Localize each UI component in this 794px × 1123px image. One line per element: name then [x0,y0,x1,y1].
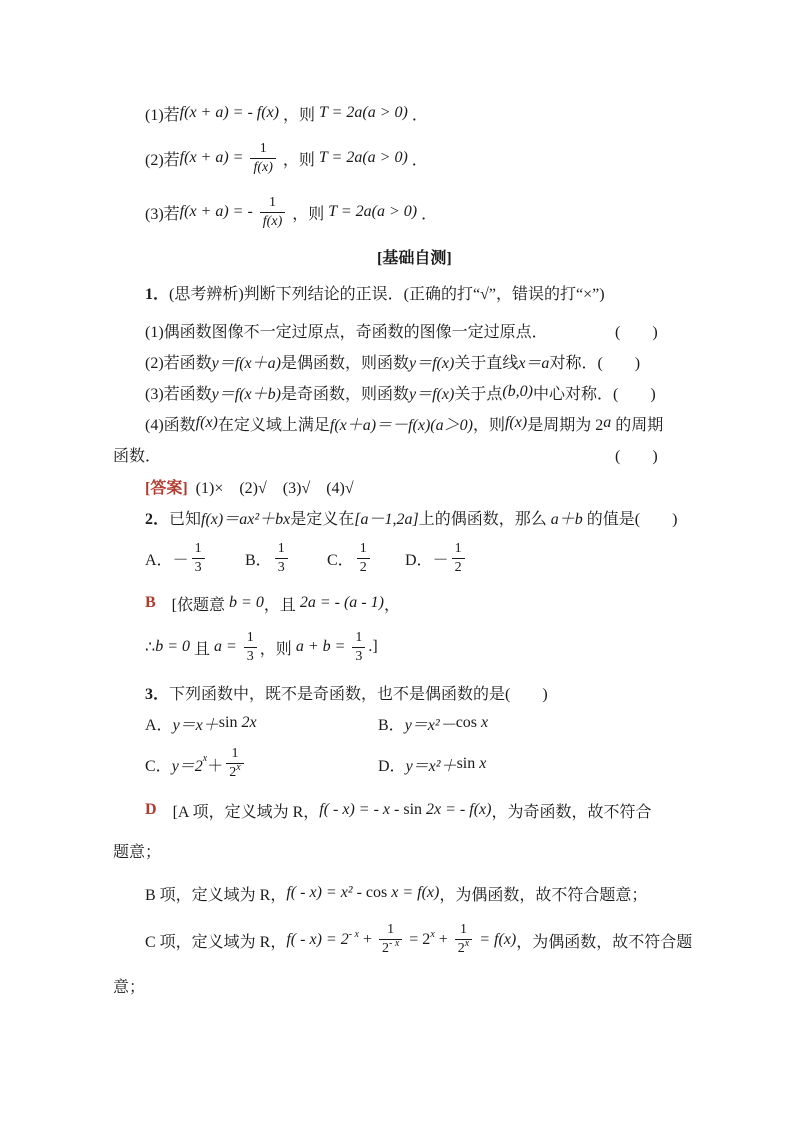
q3-solution-c [145,920,692,960]
answer-blank: ( ) [613,385,656,403]
option-a [145,703,257,743]
fraction-numerator: 1 [246,629,254,645]
denominator-exponent: x [236,762,241,773]
denominator-base: 2 [229,765,237,780]
item-text: (1)偶函数图像不一定过原点，奇函数的图像一定过原点． [145,323,548,341]
option-math: y＝x²－ [404,716,456,734]
solution-text: C 项，定义域为 R， [145,933,287,951]
rule-label: (2)若 [145,151,180,169]
fraction-numerator: 1 [355,629,363,645]
item-text: (2)若函数 [145,354,212,372]
question-3-options-ab [145,703,525,743]
item-text: 是周期为 2 [527,416,604,434]
option-b [245,538,291,578]
solution-math: f( - x) = - x - [319,801,404,818]
question-math: f(x)＝ax²＋bx [201,510,291,528]
rule-connector: ，则 [279,106,320,124]
fraction-numerator: 1 [259,140,267,156]
option-d [405,538,468,578]
rule-label: (1)若 [145,106,180,124]
rule-period: T = 2a(a > 0) [319,104,408,121]
option-math: x [477,714,489,731]
fraction-numerator: 1 [269,194,277,210]
solution-text: .] [368,638,378,655]
option-math: y＝x＋ [172,716,219,734]
fraction-numerator: 1 [387,922,395,937]
fraction-denominator: 3 [275,558,288,576]
solution-text: ，为偶函数，故不符合题 [516,933,693,951]
item-math: y＝f(x＋b) [211,385,281,403]
question-3-options-cd [145,744,525,784]
solution-math: + [358,931,376,948]
fraction-denominator: f(x) [250,158,275,176]
solution-exponent: x [430,928,435,940]
question-1-stem [145,272,605,312]
solution-text: 意； [113,978,146,996]
fraction [452,541,465,576]
solution-math: 2a = - (a - 1) [299,594,384,611]
question-text: 已知 [169,510,202,528]
fraction [260,195,285,230]
option-label: C． [327,551,354,569]
item-text: 函数． [113,447,162,465]
solution-math: = f(x) [475,931,517,948]
solution-text: ， [383,596,400,614]
option-math: y＝2 [171,757,203,775]
question-number: 2． [145,510,170,528]
question-2-options [145,538,475,578]
solution-math: b = 0 [229,594,264,611]
denominator-exponent: x [464,938,470,949]
item-text: (4)函数 [145,416,196,434]
question-text: 的值是( ) [582,510,678,528]
answer-key-label: D [145,801,157,818]
option-function: sin [456,755,476,772]
option-sign: － [432,551,449,569]
rule-condition: f(x + a) = [179,149,248,166]
option-math: 2x [237,714,257,731]
fraction-denominator: 3 [244,647,257,665]
fraction-denominator: f(x) [260,212,285,230]
q3-solution-a [145,790,651,830]
fraction [250,141,275,176]
item-math: x＝a [518,354,550,372]
item-text: 对称． [549,354,598,372]
item-text: 中心对称． [532,385,613,403]
fraction [455,922,472,958]
fraction-denominator [226,763,243,782]
solution-text: ，为偶函数，故不符合题意； [439,886,648,904]
q1-item-4 [145,403,663,443]
answer-key-label: B [145,594,156,611]
question-text: 下列函数中，既不是奇函数，也不是偶函数的是( ) [169,685,548,703]
fraction-numerator: 1 [277,540,285,556]
option-c [327,538,373,578]
question-math: [a－1,2a] [354,510,419,528]
item-math: (b,0) [502,383,533,400]
question-text: (思考辨析)判断下列结论的正误．(正确的打“√”，错误的打“×”) [169,285,605,303]
solution-math: f( - x) = 2 [286,931,349,948]
item-text: 在定义域上满足 [217,416,330,434]
item-math: a [603,414,612,431]
solution-math: b = 0 [155,638,190,655]
answer-text: (1)× (2)√ (3)√ (4)√ [187,479,354,497]
item-text: 是奇函数，则函数 [280,385,409,403]
answer-blank: ( ) [597,354,641,372]
fraction [357,541,370,576]
rule-connector: ，则 [288,205,329,223]
solution-math: + [434,931,452,948]
option-exponent: x [202,752,208,764]
fraction-denominator [379,939,402,958]
q2-solution-line-2 [145,627,378,667]
rule-end: ． [417,205,438,223]
fraction [244,630,257,665]
option-function: sin [218,714,238,731]
solution-text: 题意； [113,843,162,861]
option-math: ＋ [207,757,224,775]
fraction-denominator: 3 [352,647,365,665]
answer-blank: ( ) [615,323,658,341]
option-function: cos [455,714,478,731]
solution-math: x = f(x) [387,884,440,901]
item-text: 的周期 [611,416,664,434]
solution-math: a + b = [295,638,350,655]
rule-end: ． [407,106,428,124]
fraction [192,541,205,576]
option-label: B． [245,551,272,569]
item-math: y＝f(x) [409,385,455,403]
option-b [378,703,488,743]
rule-period: T = 2a(a > 0) [318,149,408,166]
option-label: B． [378,716,405,734]
item-text: 是偶函数，则函数 [280,354,409,372]
denominator-base: 2 [457,941,465,956]
fraction-numerator: 1 [460,922,468,937]
solution-text: ，则 [259,640,296,658]
fraction [275,541,288,576]
item-math: y＝f(x＋a) [211,354,281,372]
fraction-denominator: 2 [452,558,465,576]
solution-function: sin [403,801,423,818]
question-math: a＋b [550,510,583,528]
fraction-denominator [455,939,472,958]
item-text: (3)若函数 [145,385,212,403]
option-label: D． [378,757,406,775]
question-number: 3． [145,685,170,703]
solution-text: ，且 [263,596,300,614]
fraction-numerator: 1 [359,540,367,556]
option-label: D． [405,551,433,569]
question-text: 上的偶函数，那么 [418,510,551,528]
option-label: A． [145,716,173,734]
solution-function: cos [365,884,388,901]
q3-solution-b [145,873,647,913]
item-text: ，则 [472,416,505,434]
item-text: 关于点 [454,385,503,403]
therefore-symbol: ∴ [145,639,156,656]
option-math: x [475,755,487,772]
question-text: 是定义在 [290,510,355,528]
periodicity-rule-1 [145,93,428,133]
item-math: y＝f(x) [409,354,455,372]
q3-solution-a-continued [113,830,161,870]
option-a [145,538,208,578]
rule-condition: f(x + a) = - f(x) [179,104,279,121]
option-label: A． [145,551,173,569]
question-number: 1． [145,285,170,303]
fraction [226,746,243,782]
item-math: f(x) [504,414,528,431]
denominator-base: 2 [382,941,389,956]
option-c [145,744,247,784]
item-math: f(x) [195,414,218,431]
fraction [352,630,365,665]
fraction-numerator: 1 [231,746,239,761]
fraction [379,922,402,958]
item-text: 关于直线 [454,354,519,372]
rule-connector: ，则 [278,151,319,169]
answer-blank: ( ) [615,447,658,465]
solution-text: ，为奇函数，故不符合 [491,803,652,821]
fraction-denominator: 2 [357,558,370,576]
section-title: [基础自测] [377,249,452,267]
solution-math: = 2 [405,931,431,948]
question-2-stem [145,497,677,537]
option-d [378,744,486,784]
solution-text: 且 [189,640,214,658]
answer-key-label: [答案] [145,479,188,497]
option-label: C． [145,757,172,775]
solution-math: 2x = - f(x) [422,801,492,818]
solution-text: [A 项，定义域为 R， [156,803,320,821]
solution-math: a = [214,638,241,655]
fraction-numerator: 1 [454,540,462,556]
solution-math: f( - x) = x² - [286,884,366,901]
periodicity-rule-2 [145,138,428,178]
q3-solution-c-continued [113,965,145,1005]
q2-solution-line-1 [145,583,400,623]
fraction-denominator: 3 [192,558,205,576]
rule-end: ． [407,151,428,169]
denominator-exponent: - x [389,938,400,949]
item-math: f(x＋a)＝－f(x)(a＞0) [329,416,473,434]
solution-text: B 项，定义域为 R， [145,886,287,904]
option-math: y＝x²＋ [405,757,457,775]
rule-period: T = 2a(a > 0) [328,203,418,220]
solution-exponent: - x [348,928,359,940]
solution-text: [依题意 [155,596,230,614]
periodicity-rule-3 [145,192,437,232]
fraction-numerator: 1 [194,540,202,556]
rule-label: (3)若 [145,205,180,223]
rule-condition: f(x + a) = - [179,203,257,220]
option-sign: － [172,551,189,569]
